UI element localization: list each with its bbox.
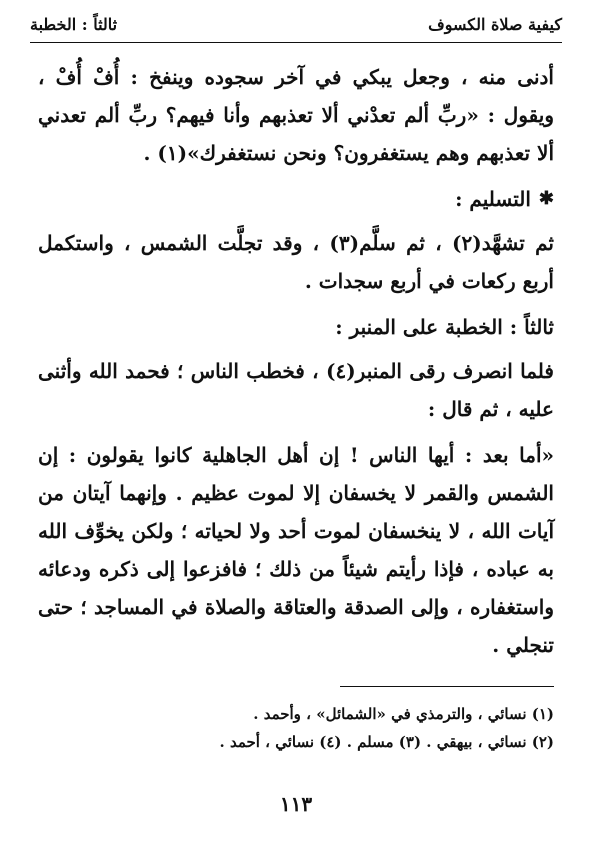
paragraph-sermon: «أما بعد : أيها الناس ! إن أهل الجاهلية كانوا يقولون : إن الشمس والقمر لا يخسفان إلا لموت عظيم . وإنهما آيتان من آيات الله ، لا ينخسفان لموت أحد ولا لحياته ؛ ولكن يخوِّف الله به عباده ، فإذا رأيتم شيئاً من ذلك ؛ فافزعوا إلى ذكره ودعائه واستغفاره ، وإلى الصدقة والعتاقة والصلاة في المساجد ؛ حتى تنجلي . [38,443,554,657]
khutba-heading [38,308,554,346]
star-icon: ✱ [538,188,554,209]
page-header-title: كيفية صلاة الكسوف [428,14,562,34]
footnote-1: (١) نسائي ، والترمذي في «الشمائل» ، وأحمد . [253,705,554,723]
taslim-heading [38,180,554,218]
paragraph-tashahhud: ثم تشهَّد(٢) ، ثم سلَّم(٣) ، وقد تجلَّت الشمس ، واستكمل أربع ركعات في أربع سجدات . [38,231,554,293]
page-header [30,10,562,38]
page-header-section: ثالثاً : الخطبة [30,14,118,34]
taslim-heading-label: التسليم : [455,187,531,211]
footnotes [38,700,554,756]
main-text [38,58,554,672]
footnote-2-4: (٢) نسائي ، بيهقي . (٣) مسلم . (٤) نسائي ، أحمد . [219,733,554,751]
paragraph-crying-prayer: أدنى منه ، وجعل يبكي في آخر سجوده وينفخ : أُفْ أُفْ ، ويقول : «ربِّ ألم تعدْني ألا تعذبهم وأنا فيهم؟ ربِّ ألم تعدني ألا تعذبهم وهم يستغفرون؟ ونحن نستغفرك»(١) . [38,65,554,165]
footnote-divider [340,686,554,687]
page-number: ١١٣ [279,792,313,816]
header-divider [30,42,562,43]
paragraph-minbar: فلما انصرف رقى المنبر(٤) ، فخطب الناس ؛ فحمد الله وأثنى عليه ، ثم قال : [38,359,554,421]
khutba-heading-label: ثالثاً : الخطبة على المنبر : [335,315,554,339]
